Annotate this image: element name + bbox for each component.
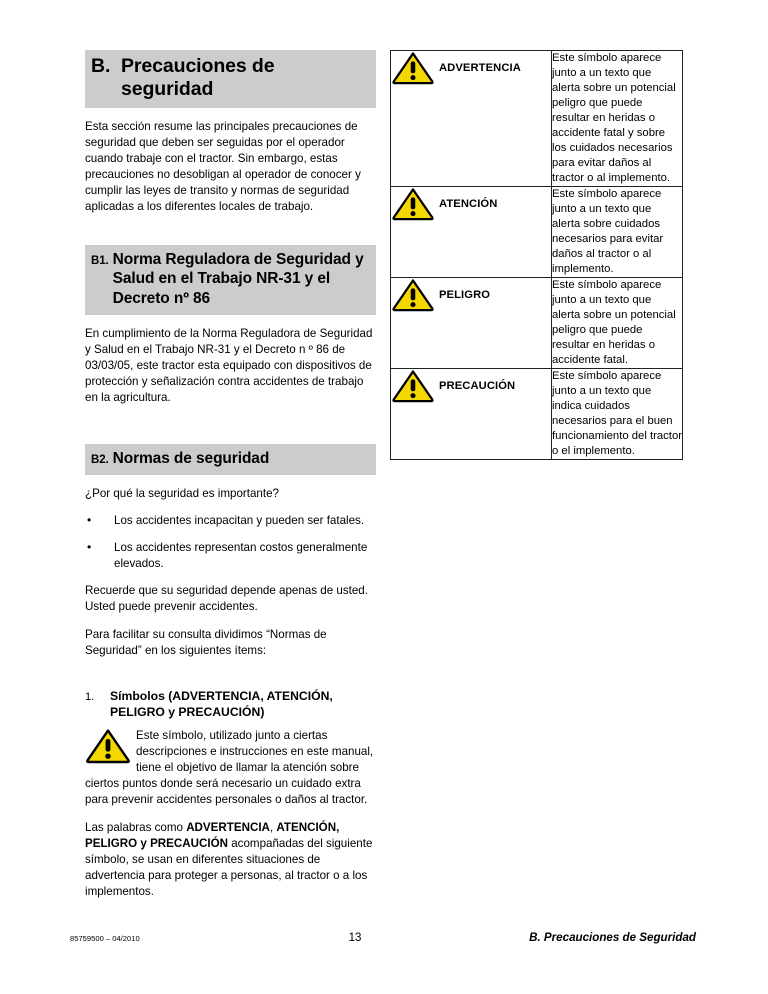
b1-paragraph: En cumplimiento de la Norma Reguladora de Seguridad y Salud en el Trabajo NR-31 y el Decreto n º 86 de 03/03/05, este tractor esta equipado con dispositivos de protección y señalización contra accidentes de trabajo en la agricultura. (85, 327, 373, 404)
footer-document-code: 85759500 – 04/2010 (70, 934, 140, 943)
subsection-title-b1: Norma Reguladora de Seguridad y Salud en el Trabajo NR-31 y el Decreto nº 86 (112, 250, 364, 307)
list-item-label: Los accidentes incapacitan y pueden ser fatales. (114, 514, 365, 528)
b2-question: ¿Por qué la seguridad es importante? (85, 487, 279, 501)
words-paragraph (85, 820, 376, 900)
warning-triangle-icon (391, 369, 435, 403)
symbol-explanation-paragraph (85, 728, 376, 808)
words-lead: Las palabras como (85, 820, 187, 834)
words-separator: , (269, 820, 277, 834)
items-intro-paragraph: Para facilitar su consulta dividimos “Normas de Seguridad” en los siguientes ítems: (85, 628, 327, 658)
symbol-cell (391, 369, 552, 460)
item-title: Símbolos (ADVERTENCIA, ATENCIÓN, PELIGRO y PRECAUCIÓN) (110, 689, 333, 720)
words-bold-advertencia: ADVERTENCIA (186, 820, 270, 834)
subsection-heading-b2 (85, 444, 376, 475)
intro-paragraph: Esta sección resume las principales precauciones de seguridad que deben ser seguidas por el operador cuando trabaje con el tractor. Sin embargo, estas precauciones no desobligan al operador de conocer y cumplir las leyes de transito y normas de seguridad aplicadas a los diferentes locales de trabajo. (85, 120, 361, 213)
left-column (85, 50, 376, 912)
description-cell: Este símbolo aparece junto a un texto que alerta sobre un potencial peligro que puede resultar en heridas o accidente fatal y sobre los cuidados necesarios para evitar daños al tractor o al implemento. (552, 51, 683, 187)
warning-triangle-icon (391, 187, 435, 221)
footer-running-title: B. Precauciones de Seguridad (529, 931, 696, 944)
symbol-paragraph-text: Este símbolo, utilizado junto a ciertas descripciones e instrucciones en este manual, tiene el objetivo de llamar la atención sobre ciertos puntos donde será necesario un cuidado extra para prevenir accidentes personales o daños al tractor. (85, 728, 374, 806)
list-item (85, 540, 376, 572)
footer-page-number: 13 (348, 932, 362, 944)
bullet-marker: • (87, 513, 92, 528)
page-footer (70, 931, 698, 944)
status-badge: ADVERTENCIA (439, 62, 521, 74)
section-letter: B. (91, 55, 111, 77)
list-item (85, 513, 376, 529)
remember-paragraph: Recuerde que su seguridad depende apenas de usted. Usted puede prevenir accidentes. (85, 584, 368, 614)
symbol-cell (391, 187, 552, 278)
subsection-heading-b1 (85, 245, 376, 315)
page-title: Precauciones de seguridad (121, 55, 275, 100)
spacer (85, 227, 376, 245)
symbol-cell (391, 278, 552, 369)
safety-bullet-list (85, 513, 376, 572)
bullet-marker: • (87, 540, 92, 555)
subsection-title-b2: Normas de seguridad (112, 449, 270, 467)
table-row (391, 369, 683, 460)
table-row (391, 51, 683, 187)
description-cell: Este símbolo aparece junto a un texto que alerta sobre un potencial peligro que puede resultar en heridas o accidente fatal. (552, 278, 683, 369)
status-badge: ATENCIÓN (439, 198, 498, 211)
description-cell: Este símbolo aparece junto a un texto que indica cuidados necesarios para el buen funcionamiento del tractor o el implemento. (552, 369, 683, 460)
warning-triangle-icon (391, 51, 435, 85)
description-cell: Este símbolo aparece junto a un texto que alerta sobre cuidados necesarios para evitar daños al tractor o al implemento. (552, 187, 683, 278)
words-bold-rest: ATENCIÓN, PELIGRO y PRECAUCIÓN (85, 820, 340, 850)
item-number: 1. (85, 691, 95, 704)
table-row (391, 187, 683, 278)
spacer (85, 671, 376, 689)
status-badge: PRECAUCIÓN (439, 380, 516, 393)
right-column (390, 50, 680, 460)
symbol-definition-table (390, 50, 683, 460)
section-heading-b (85, 50, 376, 108)
warning-triangle-icon (391, 278, 435, 312)
table-row (391, 278, 683, 369)
subsection-number-b1: B1. (91, 254, 109, 267)
subsection-number-b2: B2. (91, 453, 109, 466)
symbol-cell (391, 51, 552, 187)
warning-triangle-icon (85, 728, 131, 764)
status-badge: PELIGRO (439, 289, 491, 302)
list-item-label: Los accidentes representan costos generalmente elevados. (114, 541, 368, 571)
numbered-item-1 (85, 689, 376, 721)
spacer (85, 418, 376, 444)
words-tail: acompañadas del siguiente símbolo, se usan en diferentes situaciones de advertencia para proteger a personas, al tractor o a los implementos. (85, 836, 373, 898)
